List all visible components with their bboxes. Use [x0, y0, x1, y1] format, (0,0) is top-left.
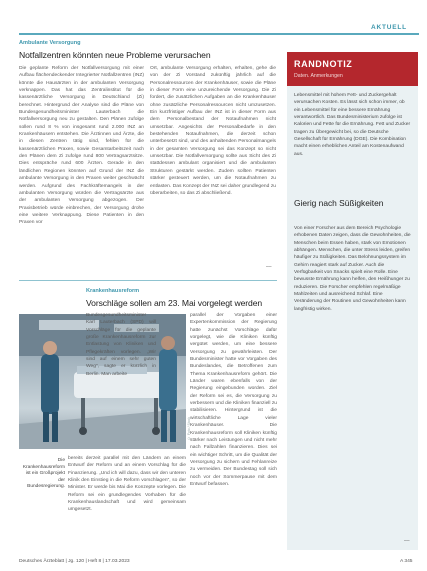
randnotiz-subtitle: Daten. Anmerkungen — [294, 73, 343, 79]
article1-headline: Notfallzentren könnten neue Probleme verursachen — [19, 50, 211, 60]
section-tag: AKTUELL — [371, 24, 407, 31]
article1-column-1: Die geplante Reform der Notfallversorgung mit einer Aufbau flächendeckender Integrierter Notfallzentren (INZ) könnte die Hausärzten in der ambulanten Versorgung verknappen. Das hat das Zentralinstitut für die kassenärztliche Versorgung in Deutschland (Zi) berechnet. Hintergrund der Analyse sind die Pläne von Bundesgesundheitsminister Lauterbach die Notfallversorgung neu zu gestalten. Den Plänen zufolge sollen rund 8 % von insgesamt rund 2.000 INZ an Krankenhäusern entstehen. Die Ärztinnen und Ärzte, die in diesen Zentren tätig sind, fehlen für die kassenärztlichen Praxen, sowie Gesamtarbeitszeit nach den Plänen dem Zi zufolge rund 800 Vertragsarztsitze. Dies entspräche rund 600 Ärzten. Gerade in den ländlichen Regionen könnten auf Grund der INZ die ambulante Versorgung in den Praxen weiter geschwächt werden. Aufgrund des Fachkräftemangels in der ambulanten Versorgung würden die Vertragsärzte aus der ambulanten Versorgung abgezogen. Der Praxisbetrieb würde einbrechen, der Versorgung drohe eine weitere Verknappung. Diese Patienten in den Praxen vor — [19, 66, 144, 226]
section-divider — [19, 33, 419, 35]
randnotiz-headline: Gierig nach Süßigkeiten — [294, 198, 384, 208]
photo-caption: Die Krankenhausreform ist ein Großprojekt der Bundesregierung. — [22, 458, 65, 490]
randnotiz-body: Von einer Forscher aus dem Bereich Psychologie erhobenen Daten zeigen, dass die Gewohnheiten, die Menschen beim Essen haben, stark von Emotionen abhängen. Menschen, die unter Stress leiden, greifen häufiger zu Süßigkeiten. Das Belohnungssystem im Gehirn reagiert stark auf Zucker. Auch die Verfügbarkeit von Snacks spielt eine Rolle. Eine bewusste Ernährung kann helfen, den Heißhunger zu reduzieren. Die Forscher empfehlen regelmäßige Mahlzeiten und ausreichend Schlaf. Eine Veränderung der Routinen und Gewohnheiten kann langfristig wirken. — [294, 226, 411, 312]
article2-column-b: parallel der Vorgaben einer Expertenkommission der Regierung hatte zunächst Vorschläge dafür vorgelegt, wie die Kliniken künftig vergütet werden, um eine bessere Versorgung zu gewährleisten. Der Bundesminister hatte vor Vorgaben des Bundeslandes, die Betroffenen zum Thema Krankenhausreform gehört. Die Länder waren ebenfalls von der Regierung eingebunden worden. Ziel der Reform sei es, die Versorgung zu verbessern und die Kliniken finanziell zu stabilisieren. Hintergrund ist die wirtschaftliche Lage vieler Krankenhäuser. Die Krankenhausreform soll Kliniken künftig stärker nach Leistungen und nicht mehr nach Fallzahlen finanzieren. Dies sei ein wichtiger Schritt, um die Qualität der Versorgung zu sichern und Fehlanreize zu vermeiden. Der Bundestag soll sich noch vor der Sommerpause mit dem Entwurf befassen. — [190, 313, 277, 487]
randnotiz-intro: Lebensmittel mit hohem Fett- und Zuckergehalt verursachen Kosten. Es lässt sich schon immer, ob ein Lebensmittel für eine bessere Ernährung verantwortlich. Das Bundesministerium zufolge ist Kalorien und Fette für die Ernährung. Fett und Zucker tragen zu Übergewicht bei, so die Deutsche Gesellschaft für Ernährung (DGE). Die Kombination macht einen erheblichen Anteil am Kostenaufwand aus. — [294, 93, 411, 157]
article2-column-c: bereits derzeit parallel mit den Ländern an einem Entwurf der Reform und an einem Vorschlag für die Finanzierung. „Und ich will dazu, dass wir den unteren Klinik den Einstieg in die Reform vorschlagen“, so der Minister. Er werde bis Mai die Konzepte vorlegen. Die Reform sei ein grundlegendes Vorhaben für die Krankenhauslandschaft und wird gemeinsam umgesetzt. — [68, 456, 186, 513]
randnotiz-header — [287, 52, 418, 86]
photo-credit: © Foto / Stock — [187, 416, 191, 440]
article1-end-mark: –– — [266, 264, 272, 270]
article-separator — [19, 280, 277, 281]
article2-kicker: Krankenhausreform — [86, 288, 140, 294]
article2-column-a: Bundesgesundheitsminister Karl Lauterbach (SPD) will Vorschläge für die geplante große Krankenhausreform zur Entlastung von Kliniken und Pflegekräften vorlegen. „Wir sind auf einem sehr guten Weg“, sagte er kürzlich in Berlin. Man arbeite — [86, 313, 156, 377]
article1-kicker: Ambulante Versorgung — [19, 40, 81, 46]
randnotiz-title: RANDNOTIZ — [294, 59, 353, 69]
article1-column-2: Ort, ambulante Versorgung erhalten, erhalten, gehe die von der Zi Vorstand zukünftig jährlich auf die Personalressourcen der Krankenhäuser, sowie die Pläne in dieser Form eine unzureichende Versorgung. Die Zi fordert, die zusätzlichen Aufgaben an die Krankenhäuser ohne zusätzliche Personalressourcen nicht umzusetzen. Ein kurzfristiger Aufbau der INZ ist in dieser Form aus dem Personalbestand der Notaufnahmen nicht umsetzbar. Angesichts der Personalbedarfe in den bestehenden Notaufnahmen, die derzeit schon unterbesetzt sind, und des anhaltenden Personalmangels in der gesamten Versorgung sei das Konzept so nicht umsetzbar. Die Notfallversorgung sollte aus Sicht des Zi stattdessen ambulant organisiert und die ambulanten Strukturen gestärkt werden. Zudem sollten Patienten stärker gesteuert werden, um die Notaufnahmen zu entlasten. Das Konzept der INZ sei daher grundlegend zu überarbeiten, so das Zi abschließend. — [150, 66, 276, 196]
footer-page-number: A 345 — [400, 559, 413, 564]
article2-headline: Vorschläge sollen am 23. Mai vorgelegt werden — [86, 298, 263, 308]
footer-publication: Deutsches Ärzteblatt | Jg. 120 | Heft 8 | 17.03.2023 — [19, 559, 130, 564]
randnotiz-end-mark: –– — [404, 538, 410, 544]
